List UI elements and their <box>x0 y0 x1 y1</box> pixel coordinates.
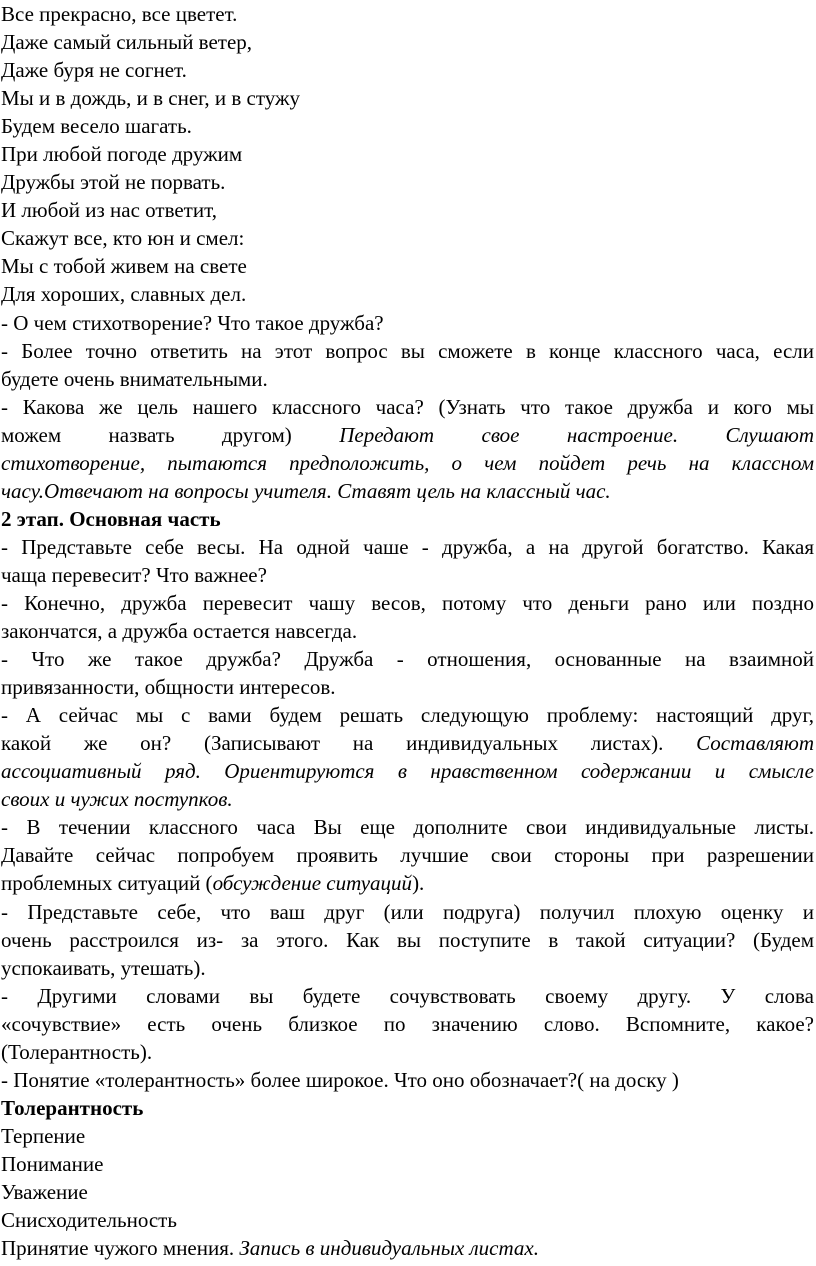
list-item: Понимание <box>1 1151 104 1176</box>
paragraph-line <box>1 869 814 897</box>
paragraph-line: будете очень внимательными. <box>1 366 268 391</box>
paragraph-line: успокаивать, утешать). <box>1 955 206 980</box>
italic-span: Запись в индивидуальных листах. <box>239 1236 539 1261</box>
paragraph-line: - А сейчас мы с вами будем решать следующую проблему: настоящий друг, <box>1 703 814 728</box>
poem-line: Мы с тобой живем на свете <box>1 254 247 279</box>
poem-line: При любой погоде дружим <box>1 142 243 167</box>
tolerance-heading: Толерантность <box>1 1095 144 1120</box>
poem-line: Для хороших, славных дел. <box>1 282 247 307</box>
paragraph-line: закончатся, а дружба остается навсегда. <box>1 619 358 644</box>
italic-span: Составляют <box>696 731 814 756</box>
poem-line: И любой из нас ответит, <box>1 198 217 223</box>
text-span: ). <box>412 871 425 896</box>
text-span: можем назвать другом) <box>1 422 292 447</box>
text-span: проблемных ситуаций ( <box>1 871 213 896</box>
paragraph <box>1 701 814 813</box>
poem-line: Дружбы этой не порвать. <box>1 170 226 195</box>
list-item: Уважение <box>1 1179 88 1204</box>
paragraph-line: - Представьте себе весы. На одной чаше - дружба, а на другой богатство. Какая <box>1 534 814 559</box>
paragraph <box>1 533 814 589</box>
paragraph-line: часу.Отвечают на вопросы учителя. Ставят цель на классный час. <box>1 478 611 503</box>
paragraph-line: привязанности, общности интересов. <box>1 675 336 700</box>
paragraph-line: (Толерантность). <box>1 1039 153 1064</box>
paragraph-line <box>1 729 814 757</box>
paragraph-line <box>1 421 814 449</box>
paragraph-line: - Другими словами вы будете сочувствовать своему другу. У слова <box>1 983 814 1008</box>
poem <box>1 0 814 309</box>
italic-span: Передают свое настроение. Слушают <box>339 422 814 447</box>
paragraph <box>1 393 814 505</box>
text-span: какой же он? (Записывают на индивидуальных листах). <box>1 731 664 756</box>
paragraph <box>1 813 814 897</box>
paragraph-line: чаща перевесит? Что важнее? <box>1 562 267 587</box>
paragraph-line: - Представьте себе, что ваш друг (или подруга) получил плохую оценку и <box>1 899 814 924</box>
question-line: - О чем стихотворение? Что такое дружба? <box>1 310 384 335</box>
paragraph <box>1 645 814 701</box>
paragraph-line: своих и чужих поступков. <box>1 787 233 812</box>
paragraph-line: очень расстроился из- за этого. Как вы поступите в такой ситуации? (Будем <box>1 927 814 952</box>
paragraph <box>1 982 814 1066</box>
last-line <box>1 1234 814 1262</box>
paragraph-line: - В течении классного часа Вы еще дополните свои индивидуальные листы. <box>1 815 814 840</box>
paragraph-line: - Более точно ответить на этот вопрос вы сможете в конце классного часа, если <box>1 338 814 363</box>
paragraph <box>1 898 814 982</box>
poem-line: Все прекрасно, все цветет. <box>1 2 238 26</box>
poem-line: Мы и в дождь, и в снег, и в стужу <box>1 86 301 111</box>
poem-line: Скажут все, кто юн и смел: <box>1 226 245 251</box>
poem-line: Даже самый сильный ветер, <box>1 30 253 55</box>
paragraph-line: - Что же такое дружба? Дружба - отношения, основанные на взаимной <box>1 647 814 672</box>
list-item: Терпение <box>1 1123 86 1148</box>
text-span: Принятие чужого мнения. <box>1 1236 240 1261</box>
paragraph-line: ассоциативный ряд. Ориентируются в нравственном содержании и смысле <box>1 759 814 784</box>
italic-span: обсуждение ситуаций <box>212 871 413 896</box>
paragraph-line: Давайте сейчас попробуем проявить лучшие свои стороны при разрешении <box>1 843 814 868</box>
list-item: Снисходительность <box>1 1208 177 1233</box>
paragraph-line: - Конечно, дружба перевесит чашу весов, потому что деньги рано или поздно <box>1 590 814 615</box>
tolerance-list <box>1 1122 814 1234</box>
poem-line: Даже буря не согнет. <box>1 58 187 83</box>
paragraph <box>1 589 814 645</box>
paragraph-line: - Какова же цель нашего классного часа? (Узнать что такое дружба и кого мы <box>1 394 814 419</box>
poem-line: Будем весело шагать. <box>1 114 192 139</box>
paragraph <box>1 337 814 393</box>
paragraph-line: стихотворение, пытаются предположить, о чем пойдет речь на классном <box>1 450 814 475</box>
section-heading: 2 этап. Основная часть <box>1 506 221 531</box>
paragraph-line: - Понятие «толерантность» более широкое. Что оно обозначает?( на доску ) <box>1 1067 679 1092</box>
paragraph-line: «сочувствие» есть очень близкое по значению слово. Вспомните, какое? <box>1 1011 814 1036</box>
